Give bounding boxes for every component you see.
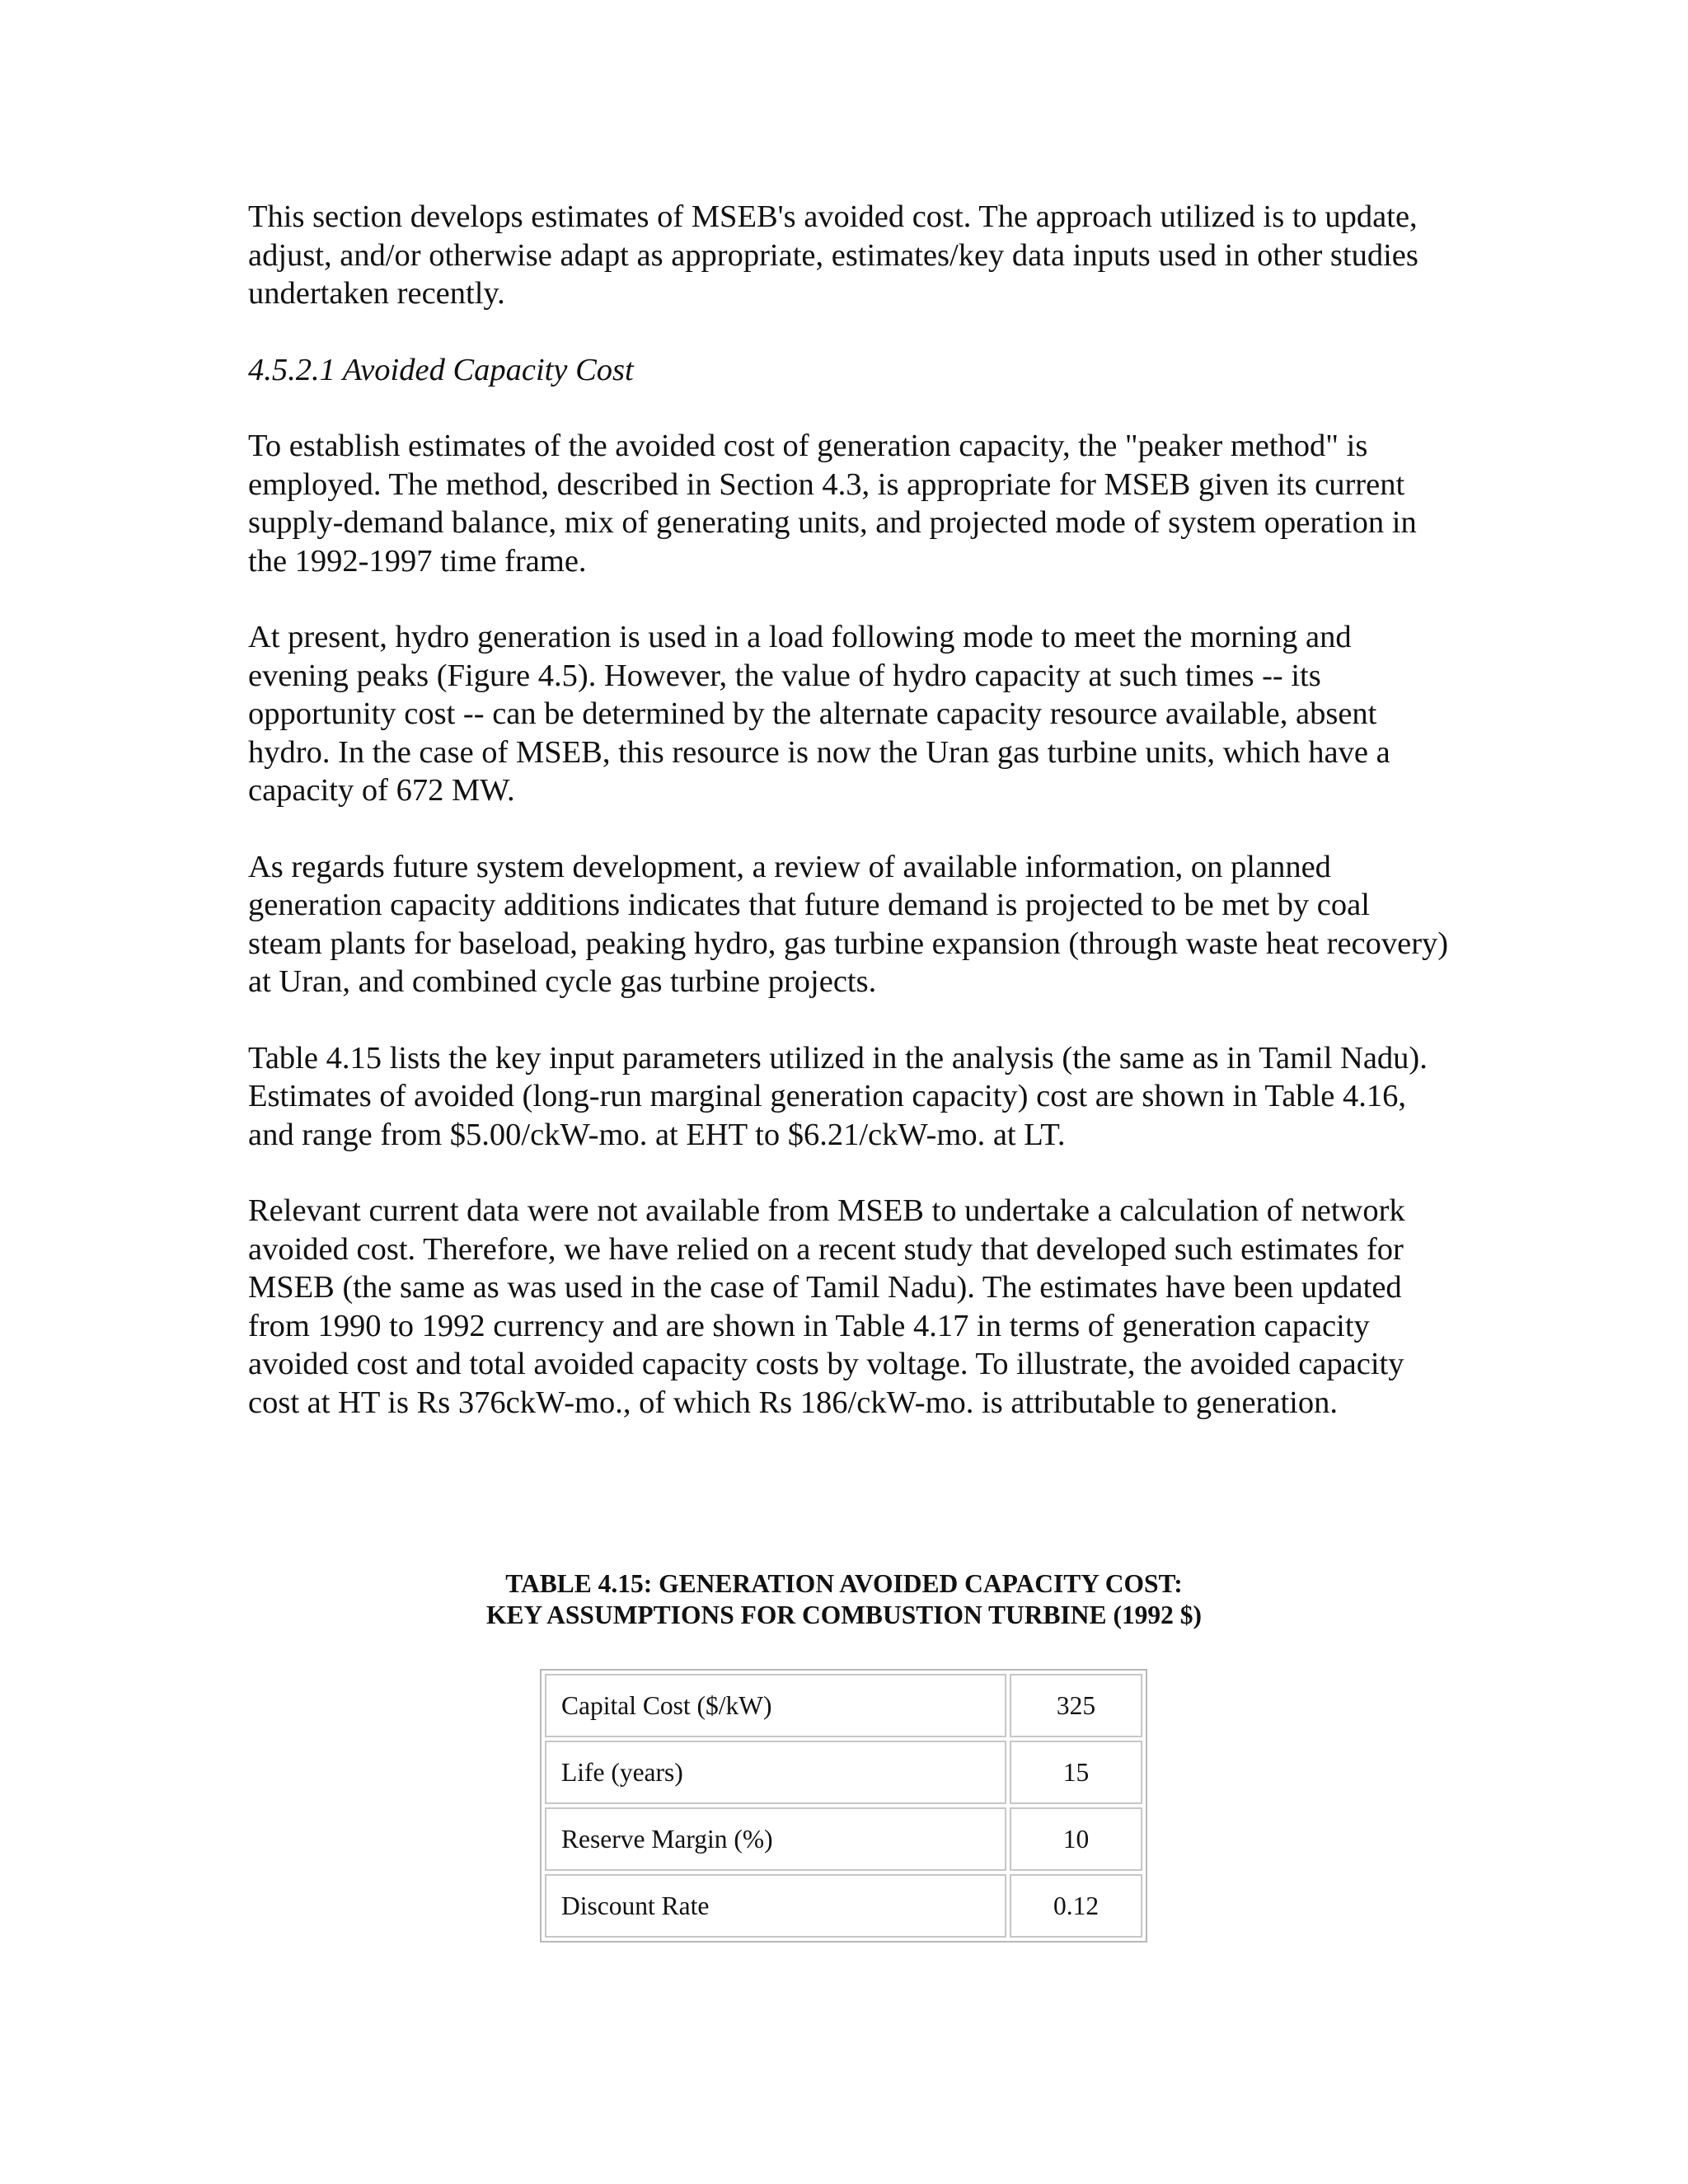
table-title-line-1: TABLE 4.15: GENERATION AVOIDED CAPACITY COST: xyxy=(505,1569,1183,1598)
table-cell-value: 15 xyxy=(1010,1741,1142,1804)
paragraph-hydro-generation: At present, hydro generation is used in a load following mode to meet the morning and evening peaks (Figure 4.5). However, the value of hydro capacity at such times -- its opportunity cost -- can be determined by the alternate capacity resource available, absent hydro. In the case of MSEB, this resource is now the Uran gas turbine units, which have a capacity of 672 MW. xyxy=(248,620,1390,808)
paragraph-network-avoided-cost: Relevant current data were not available from MSEB to undertake a calculation of network avoided cost. Therefore, we have relied on a recent study that developed such estimates for MSEB (the same as was used in the case of Tamil Nadu). The estimates have been updated from 1990 to 1992 currency and are shown in Table 4.17 in terms of generation capacity avoided cost and total avoided capacity costs by voltage. To illustrate, the avoided capacity cost at HT is Rs 376ckW-mo., of which Rs 186/ckW-mo. is attributable to generation. xyxy=(248,1193,1405,1420)
table-cell-label: Reserve Margin (%) xyxy=(545,1807,1006,1871)
table-cell-value: 325 xyxy=(1010,1674,1142,1737)
document-body xyxy=(248,198,1451,1460)
table-cell-value: 10 xyxy=(1010,1807,1142,1871)
table-row xyxy=(545,1874,1142,1938)
paragraph-peaker-method: To establish estimates of the avoided cost of generation capacity, the "peaker method" is employed. The method, described in Section 4.3, is appropriate for MSEB given its current supply-demand balance, mix of generating units, and projected mode of system operation in the 1992-1997 time frame. xyxy=(248,429,1417,579)
table-title xyxy=(0,1568,1688,1631)
table-row xyxy=(545,1807,1142,1871)
table-cell-label: Capital Cost ($/kW) xyxy=(545,1674,1006,1737)
table-row xyxy=(545,1674,1142,1737)
paragraph-future-development: As regards future system development, a review of available information, on planned generation capacity additions indicates that future demand is projected to be met by coal steam plants for baseload, peaking hydro, gas turbine expansion (through waste heat recovery) at Uran, and combined cycle gas turbine projects. xyxy=(248,849,1449,999)
table-cell-label: Discount Rate xyxy=(545,1874,1006,1938)
table-title-line-2: KEY ASSUMPTIONS FOR COMBUSTION TURBINE (1992 $) xyxy=(485,1601,1203,1629)
table-row xyxy=(545,1741,1142,1804)
assumptions-table xyxy=(540,1669,1147,1943)
table-cell-value: 0.12 xyxy=(1010,1874,1142,1938)
paragraph-key-parameters: Table 4.15 lists the key input parameters utilized in the analysis (the same as in Tamil Nadu). Estimates of avoided (long-run marginal generation capacity) cost are shown in Table 4.16, and range from $5.00/ckW-mo. at EHT to $6.21/ckW-mo. at LT. xyxy=(248,1040,1428,1152)
table-cell-label: Life (years) xyxy=(545,1741,1006,1804)
intro-paragraph: This section develops estimates of MSEB's avoided cost. The approach utilized is to update, adjust, and/or otherwise adapt as appropriate, estimates/key data inputs used in other studies undertaken recently. xyxy=(248,199,1418,311)
section-heading: 4.5.2.1 Avoided Capacity Cost xyxy=(248,352,634,387)
